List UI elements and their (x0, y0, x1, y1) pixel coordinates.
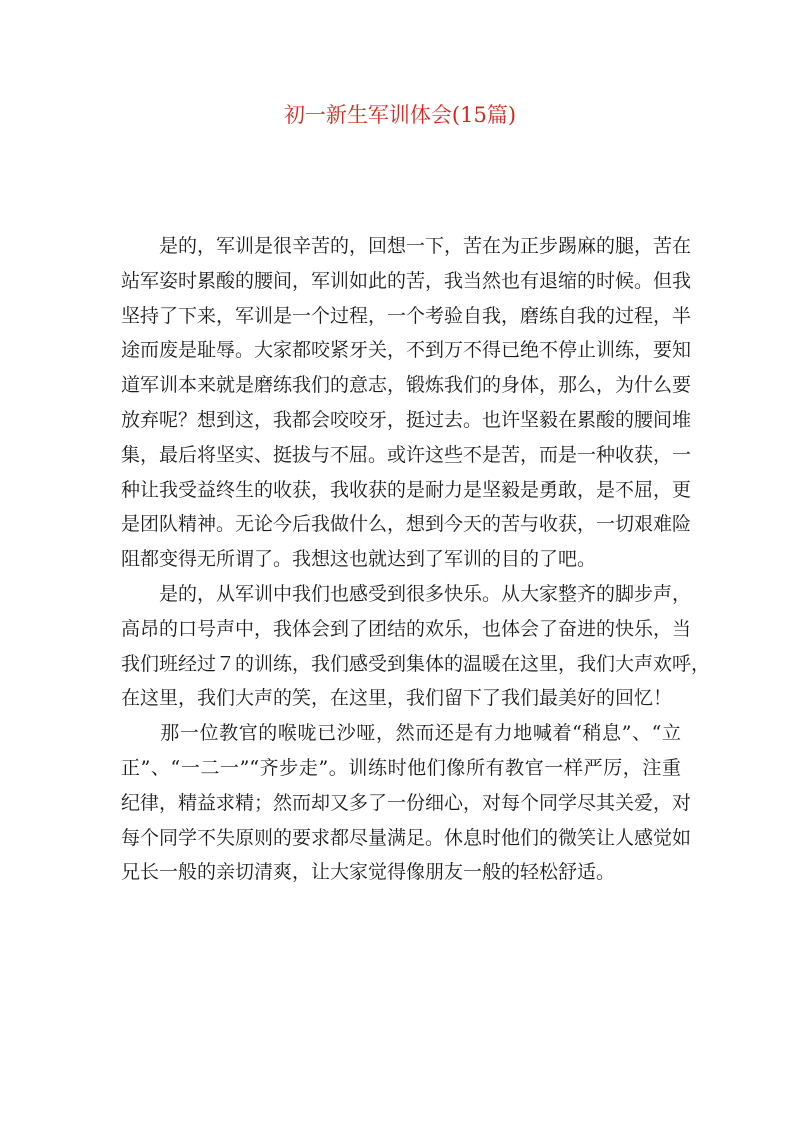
text-line: 站军姿时累酸的腰间，军训如此的苦，我当然也有退缩的时候。但我 (121, 269, 692, 292)
document-title: 初一新生军训体会(15篇) (283, 103, 517, 127)
text-line: 集，最后将坚实、挺拔与不屈。或许这些不是苦，而是一种收获，一 (121, 443, 692, 466)
text-line: 我们班经过７的训练，我们感受到集体的温暖在这里，我们大声欢呼， (121, 652, 711, 675)
paragraph-3 (121, 716, 692, 890)
text-line: 兄长一般的亲切清爽，让大家觉得像朋友一般的轻松舒适。 (121, 861, 616, 884)
text-line: 在这里，我们大声的笑，在这里，我们留下了我们最美好的回忆！ (121, 687, 673, 710)
paragraph-1 (121, 229, 692, 577)
text-line: 那一位教官的喉咙已沙哑，然而还是有力地喊着“稍息”、“立 (121, 722, 681, 745)
text-line: 是的，从军训中我们也感受到很多快乐。从大家整齐的脚步声， (121, 582, 692, 605)
text-line: 阻都变得无所谓了。我想这也就达到了军训的目的了吧。 (121, 548, 597, 571)
text-line: 高昂的口号声中，我体会到了团结的欢乐，也体会了奋进的快乐，当 (121, 617, 692, 640)
text-line: 坚持了下来，军训是一个过程，一个考验自我，磨练自我的过程，半 (121, 304, 692, 327)
text-line: 是团队精神。无论今后我做什么，想到今天的苦与收获，一切艰难险 (121, 513, 692, 536)
text-line: 每个同学不失原则的要求都尽量满足。休息时他们的微笑让人感觉如 (121, 826, 692, 849)
text-line: 是的，军训是很辛苦的，回想一下，苦在为正步踢麻的腿，苦在 (121, 235, 692, 257)
paragraph-2 (121, 577, 711, 716)
text-line: 道军训本来就是磨练我们的意志，锻炼我们的身体，那么，为什么要 (121, 374, 692, 397)
text-line: 种让我受益终生的收获，我收获的是耐力是坚毅是勇敢，是不屈，更 (121, 478, 692, 501)
text-line: 放弃呢？想到这，我都会咬咬牙，挺过去。也许坚毅在累酸的腰间堆 (121, 408, 692, 431)
document-body (121, 229, 711, 890)
text-line: 正”、“一二一”“齐步走”。训练时他们像所有教官一样严厉，注重 (121, 756, 681, 779)
text-line: 纪律，精益求精；然而却又多了一份细心，对每个同学尽其关爱，对 (121, 791, 692, 814)
text-line: 途而废是耻辱。大家都咬紧牙关，不到万不得已绝不停止训练，要知 (121, 339, 692, 362)
